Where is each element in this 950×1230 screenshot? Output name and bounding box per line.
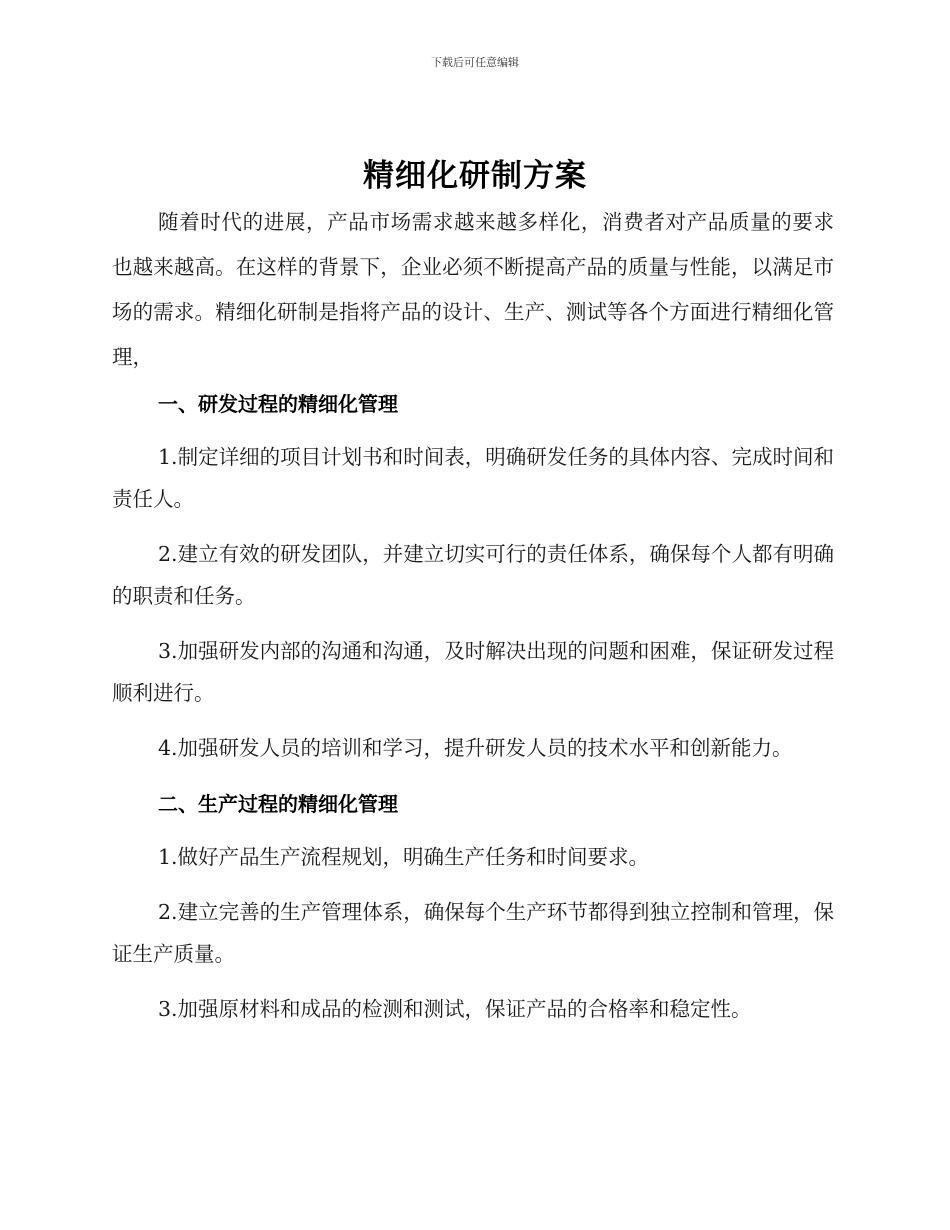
header-note: 下载后可任意编辑 [431,56,519,69]
section-heading-production: 二、生产过程的精细化管理 [158,792,398,816]
intro-paragraph: 随着时代的进展，产品市场需求越来越多样化，消费者对产品质量的要求也越来越高。在这样的背景下，企业必须不断提高产品的质量与性能，以满足市场的需求。精细化研制是指将产品的设计、生产、测试等各个方面进行精细化管理， [112,210,834,369]
list-item: 4.加强研发人员的培训和学习，提升研发人员的技术水平和创新能力。 [158,736,793,760]
list-item: 1.制定详细的项目计划书和时间表，明确研发任务的具体内容、完成时间和责任人。 [112,445,834,511]
list-item: 2.建立有效的研发团队，并建立切实可行的责任体系，确保每个人都有明确的职责和任务。 [112,542,834,608]
document-title: 精细化研制方案 [363,158,587,194]
list-item: 1.做好产品生产流程规划，明确生产任务和时间要求。 [158,845,650,869]
section-heading-research: 一、研发过程的精细化管理 [158,392,398,416]
list-item: 3.加强原材料和成品的检测和测试，保证产品的合格率和稳定性。 [158,997,752,1021]
list-item: 2.建立完善的生产管理体系，确保每个生产环节都得到独立控制和管理，保证生产质量。 [112,900,834,966]
list-item: 3.加强研发内部的沟通和沟通，及时解决出现的问题和困难，保证研发过程顺利进行。 [112,639,834,705]
